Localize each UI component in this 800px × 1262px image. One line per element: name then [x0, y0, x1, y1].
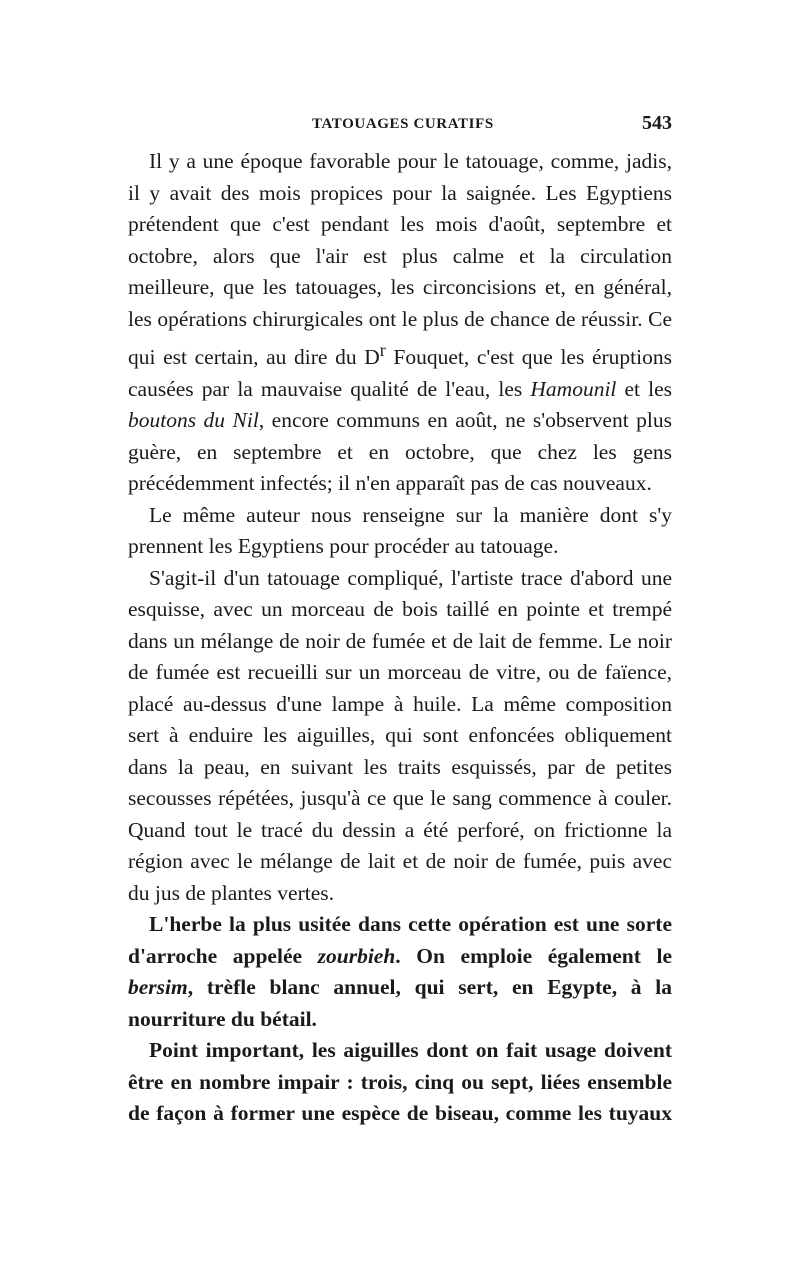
superscript: r [379, 340, 386, 360]
italic-term: Hamounil [530, 376, 617, 401]
text-segment: et les [616, 376, 672, 401]
paragraph [128, 500, 672, 563]
paragraph [128, 909, 672, 1035]
italic-term: boutons du Nil [128, 408, 259, 433]
paragraph [128, 563, 672, 910]
running-title: TATOUAGES CURATIFS [312, 116, 494, 132]
running-head [128, 112, 672, 140]
paragraph [128, 1035, 672, 1130]
italic-term: bersim [128, 975, 188, 1000]
text-segment: S'agit-il d'un tatouage compliqué, l'artiste trace d'abord une esquisse, avec un morceau de bois taillé en pointe et trempé dans un mélange de noir de fumée et de lait de femme. Le noir de fumée est recueilli sur un morceau de vitre, ou de faïence, placé au-dessus d'une lampe à huile. La même composition sert à enduire les aiguilles, qui sont enfoncées obliquement dans la peau, en suivant les traits esquissés, par de petites secousses répétées, jusqu'à ce que le sang commence à couler. Quand tout le tracé du dessin a été perforé, on frictionne la région avec le mélange de lait et de noir de fumée, puis avec du jus de plantes vertes. [128, 565, 672, 905]
page-number: 543 [642, 112, 672, 134]
body-text [128, 146, 672, 1130]
text-segment: Le même auteur nous renseigne sur la manière dont s'y prennent les Egyptiens pour procéder au tatouage. [128, 502, 672, 559]
bold-section [128, 909, 672, 1130]
text-segment: Point important, les aiguilles dont on fait usage doivent être en nombre impair : trois, cinq ou sept, liées ensemble de façon à former une espèce de biseau, comme les tuyaux [128, 1038, 672, 1126]
text-segment: , trèfle blanc annuel, qui sert, en Egypte, à la nourriture du bétail. [128, 975, 672, 1031]
paragraph [128, 146, 672, 500]
text-segment: L'herbe la plus usitée dans cette opération est une sorte d'arroche appelée [128, 912, 672, 968]
italic-term: zourbieh [317, 943, 396, 968]
text-segment: Fouquet, c'est que les éruptions causées par la mauvaise qualité de l'eau, les [128, 345, 672, 401]
text-segment: Il y a une époque favorable pour le tatouage, comme, jadis, il y avait des mois propices pour la saignée. Les Egyptiens prétendent que c'est pendant les mois d'août, septembre et octobre, alors que l'air est plus calme et la circulation meilleure, que les tatouages, les circoncisions et, en général, les opérations chirurgicales ont le plus de chance de réussir. Ce qui est certain, au dire du D [128, 149, 672, 370]
text-segment: , encore communs en août, ne s'observent plus guère, en septembre et en octobre, que chez les gens précédemment infectés; il n'en apparaît pas de cas nouveaux. [128, 408, 672, 496]
text-segment: . On emploie également le [395, 943, 673, 968]
